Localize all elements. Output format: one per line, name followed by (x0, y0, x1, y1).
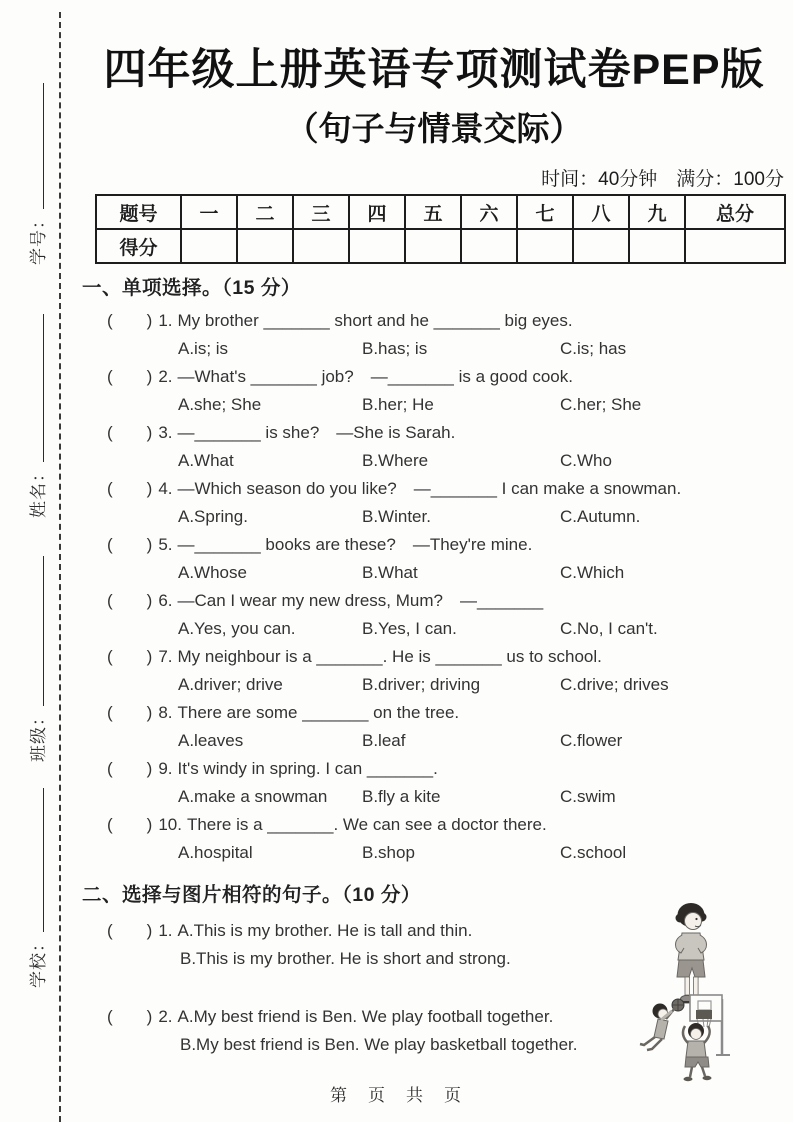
option-c: C.Which (560, 563, 625, 582)
question-options (178, 727, 786, 755)
option-b: B.Where (362, 451, 429, 470)
question-stem (107, 363, 786, 391)
answer-bracket: ( ) (107, 311, 153, 330)
question-number: 8. (158, 703, 173, 722)
class-blank (29, 556, 44, 706)
page-title: 四年级上册英语专项测试卷PEP版 (103, 46, 765, 94)
answer-bracket: ( ) (107, 535, 153, 554)
option-a: A.hospital (178, 843, 253, 862)
score-cell-empty (461, 229, 517, 263)
option-c: C.flower (560, 731, 623, 750)
option-b: B.fly a kite (362, 787, 441, 806)
option-b: B.her; He (362, 395, 434, 414)
answer-bracket: ( ) (107, 921, 153, 940)
question-text: —_______ is she? —She is Sarah. (177, 423, 456, 442)
option-c: C.her; She (560, 395, 642, 414)
answer-bracket: ( ) (107, 759, 153, 778)
option-a: A.is; is (178, 339, 229, 358)
score-col-7: 七 (517, 195, 573, 229)
answer-bracket: ( ) (107, 423, 153, 442)
question-stem (107, 755, 786, 783)
question-stem (107, 419, 786, 447)
question-stem (107, 643, 786, 671)
exam-time-score-info: 时间：40分钟 满分：100分 (541, 169, 784, 190)
question-text: —What's _______ job? —_______ is a good cook. (177, 367, 573, 386)
section1-heading: 一、单项选择。（15 分） (82, 277, 301, 299)
question-options (178, 671, 786, 699)
picture-question-1 (107, 917, 786, 973)
paper-content (82, 0, 786, 1059)
student-name-blank (29, 314, 44, 462)
question-text: —Can I wear my new dress, Mum? —_______ (177, 591, 544, 610)
section2-heading: 二、选择与图片相符的句子。（10 分） (82, 884, 421, 906)
tall-thin-boy-illustration (662, 901, 720, 1007)
student-number-field (24, 83, 49, 265)
student-number-blank (29, 83, 44, 209)
question-stem (107, 699, 786, 727)
score-col-8: 八 (573, 195, 629, 229)
score-col-1: 一 (181, 195, 237, 229)
question-6 (107, 587, 786, 643)
option-a: A.she; She (178, 395, 262, 414)
question-number: 1. (158, 311, 173, 330)
question-number: 10. (158, 815, 182, 834)
option-c: C.No, I can't. (560, 619, 658, 638)
question-5 (107, 531, 786, 587)
option-a: A.make a snowman (178, 787, 328, 806)
question-text: My brother _______ short and he _______ big eyes. (177, 311, 573, 330)
score-cell-empty (517, 229, 573, 263)
option-a: A.What (178, 451, 234, 470)
question-stem (107, 307, 786, 335)
score-col-2: 二 (237, 195, 293, 229)
score-cell-empty (349, 229, 405, 263)
question-text: There is a _______. We can see a doctor there. (186, 815, 547, 834)
option-b: B.Yes, I can. (362, 619, 457, 638)
question-options (178, 615, 786, 643)
answer-bracket: ( ) (107, 703, 153, 722)
score-col-4: 四 (349, 195, 405, 229)
question-options (178, 335, 786, 363)
question-text: My neighbour is a _______. He is _______ us to school. (177, 647, 602, 666)
question-number: 5. (158, 535, 173, 554)
question-stem (107, 811, 786, 839)
student-name-field (24, 314, 49, 518)
option-b: B.My best friend is Ben. We play basketball together. (180, 1035, 578, 1054)
school-field (24, 788, 49, 988)
option-c: C.school (560, 843, 627, 862)
score-cell-empty (685, 229, 785, 263)
basketball-players-illustration (634, 993, 736, 1083)
student-name-label: 姓名： (29, 464, 48, 518)
question-7 (107, 643, 786, 699)
school-label: 学校： (29, 934, 48, 988)
score-col-3: 三 (293, 195, 349, 229)
option-a: A.Whose (178, 563, 247, 582)
question-options (178, 447, 786, 475)
question-text: —Which season do you like? —_______ I can make a snowman. (177, 479, 682, 498)
option-c: C.is; has (560, 339, 627, 358)
page-subtitle: （句子与情景交际） (285, 110, 583, 147)
option-b: B.shop (362, 843, 415, 862)
option-a: A.Yes, you can. (178, 619, 296, 638)
option-b: B.What (362, 563, 418, 582)
option-b: B.has; is (362, 339, 428, 358)
class-label: 班级： (29, 708, 48, 762)
option-a: A.My best friend is Ben. We play football together. (177, 1007, 554, 1026)
score-row-label: 得分 (96, 229, 181, 263)
question-options (178, 839, 786, 867)
score-cell-empty (237, 229, 293, 263)
question-options (178, 391, 786, 419)
option-b: B.This is my brother. He is short and strong. (180, 949, 511, 968)
question-number: 2. (158, 1007, 173, 1026)
answer-bracket: ( ) (107, 591, 153, 610)
option-a: A.Spring. (178, 507, 248, 526)
score-col-5: 五 (405, 195, 461, 229)
question-stem (107, 587, 786, 615)
question-number: 9. (158, 759, 173, 778)
option-c: C.drive; drives (560, 675, 669, 694)
question-text: It's windy in spring. I can _______. (177, 759, 438, 778)
option-a: A.driver; drive (178, 675, 283, 694)
question-options (178, 559, 786, 587)
score-cell-empty (405, 229, 461, 263)
question-8 (107, 699, 786, 755)
question-10 (107, 811, 786, 867)
answer-bracket: ( ) (107, 367, 153, 386)
question-number-header: 题号 (96, 195, 181, 229)
option-b: B.Winter. (362, 507, 431, 526)
score-table (95, 194, 786, 264)
question-number: 6. (158, 591, 173, 610)
option-b: B.driver; driving (362, 675, 481, 694)
question-number: 3. (158, 423, 173, 442)
question-options (178, 503, 786, 531)
score-table-score-row (96, 229, 785, 263)
score-cell-empty (629, 229, 685, 263)
question-4 (107, 475, 786, 531)
score-cell-empty (573, 229, 629, 263)
question-options (178, 783, 786, 811)
question-stem (107, 475, 786, 503)
answer-bracket: ( ) (107, 1007, 153, 1026)
page-number-footer: 第 页 共 页 (330, 1086, 463, 1105)
question-text: —_______ books are these? —They're mine. (177, 535, 533, 554)
question-number: 1. (158, 921, 173, 940)
option-a: A.leaves (178, 731, 244, 750)
option-c: C.Autumn. (560, 507, 641, 526)
question-number: 7. (158, 647, 173, 666)
option-b: B.leaf (362, 731, 406, 750)
answer-bracket: ( ) (107, 815, 153, 834)
option-c: C.Who (560, 451, 612, 470)
question-stem (107, 531, 786, 559)
score-cell-empty (181, 229, 237, 263)
option-c: C.swim (560, 787, 616, 806)
answer-bracket: ( ) (107, 647, 153, 666)
student-number-label: 学号： (29, 211, 48, 265)
score-table-header-row (96, 195, 785, 229)
question-number: 4. (158, 479, 173, 498)
score-col-6: 六 (461, 195, 517, 229)
score-col-9: 九 (629, 195, 685, 229)
question-3 (107, 419, 786, 475)
question-text: There are some _______ on the tree. (177, 703, 460, 722)
score-cell-empty (293, 229, 349, 263)
class-field (24, 556, 49, 762)
total-score-header: 总分 (685, 195, 785, 229)
answer-bracket: ( ) (107, 479, 153, 498)
school-blank (29, 788, 44, 932)
question-1 (107, 307, 786, 363)
option-a: A.This is my brother. He is tall and thin. (177, 921, 473, 940)
question-2 (107, 363, 786, 419)
question-number: 2. (158, 367, 173, 386)
binding-dashed-line (59, 12, 61, 1122)
picture-question-2 (107, 1003, 786, 1059)
question-9 (107, 755, 786, 811)
